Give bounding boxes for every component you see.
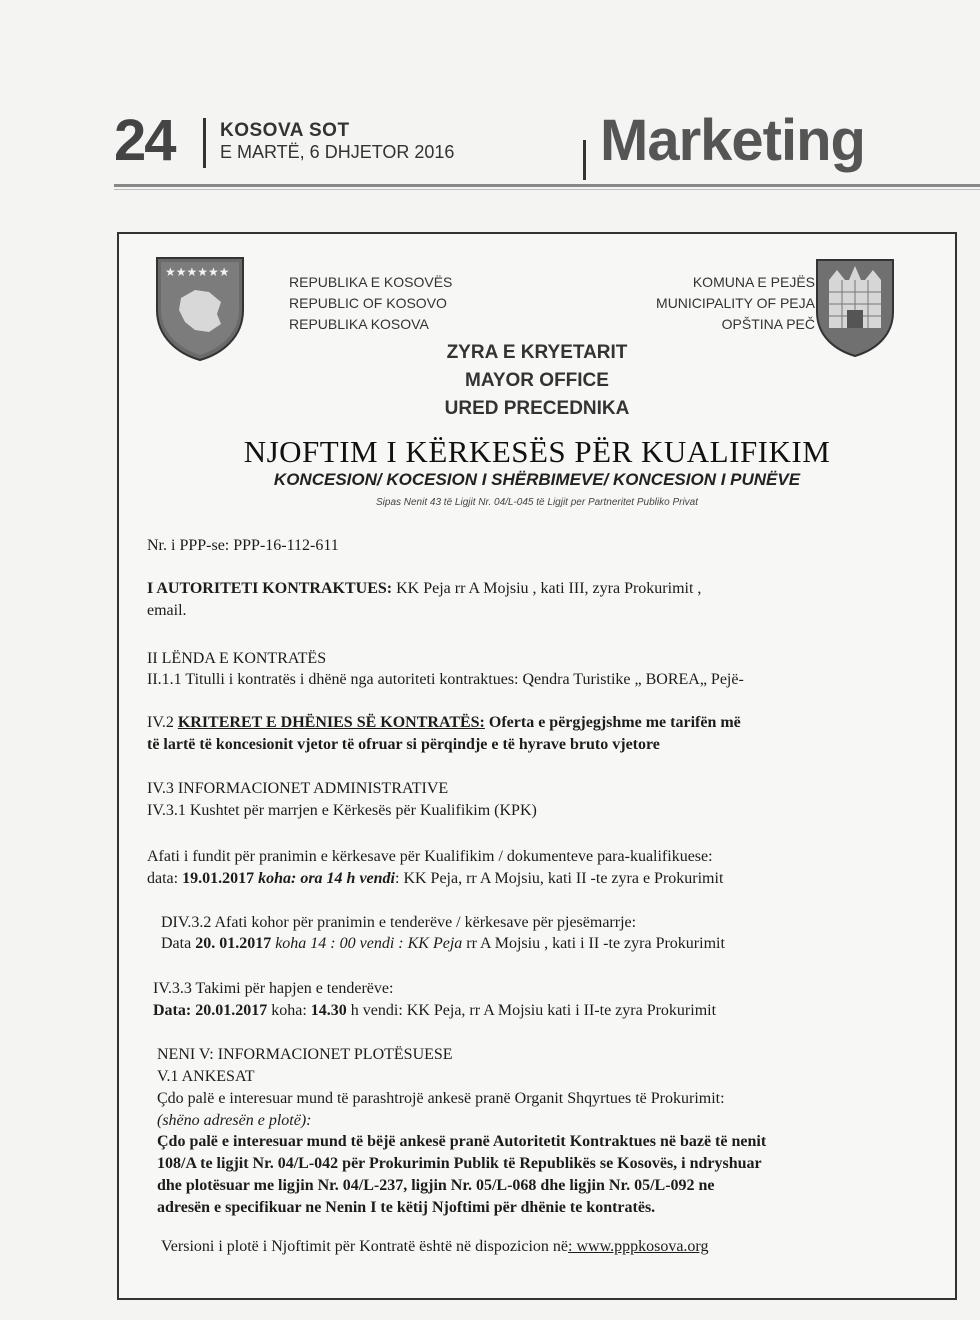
opening-koha-label: koha:: [267, 1002, 311, 1019]
section-label: I AUTORITETI KONTRAKTUES:: [147, 580, 393, 597]
header-separator: [583, 140, 586, 180]
header-separator: [203, 118, 206, 168]
opening-place: h vendi: KK Peja, rr A Mojsiu kati i II-te zyra Prokurimit: [346, 1002, 717, 1019]
page-number: 24: [114, 108, 175, 173]
section-contracting-authority: [147, 580, 701, 598]
municipality-name-en: MUNICIPALITY OF PEJA: [656, 295, 815, 311]
issue-date: E MARTË, 6 DHJETOR 2016: [220, 142, 455, 162]
availability-text: Versioni i plotë i Njoftimit për Kontratë është në dispozicion në: [161, 1238, 569, 1255]
tender-date: 20. 01.2017: [195, 935, 272, 952]
notice-subtitle: KONCESION/ KOCESION I SHËRBIMEVE/ KONCESION I PUNËVE: [273, 470, 801, 489]
opening-meeting: IV.3.3 Takimi për hapjen e tenderëve:: [153, 980, 394, 997]
deadline-date: 19.01.2017: [182, 870, 255, 887]
award-criteria-continued: të lartë të koncesionit vjetor të ofruar si përqindje e të hyrave bruto vjetore: [147, 736, 660, 753]
deadline-place: : KK Peja, rr A Mojsiu, kati II -te zyra e Prokurimit: [395, 870, 724, 887]
deadline-time: koha: ora 14 h vendi: [254, 870, 395, 887]
header-rule: [114, 189, 980, 190]
municipality-name-sr: OPŠTINA PEČ: [721, 316, 815, 332]
complaints-bold-line: dhe plotësuar me ligjin Nr. 04/L-237, ligjin Nr. 05/L-068 dhe ligjin Nr. 05/L-092 ne: [157, 1177, 715, 1194]
pppkosova-link[interactable]: : www.pppkosova.org: [568, 1238, 709, 1255]
office-name-sr: URED PRECEDNIKA: [444, 398, 630, 419]
section-label: KRITERET E DHËNIES SË KONTRATËS:: [177, 714, 485, 731]
section-title: Marketing: [600, 108, 865, 173]
announcement-box: [117, 232, 957, 1300]
opening-time: 14.30: [310, 1002, 347, 1019]
section-text: KK Peja rr A Mojsiu , kati III, zyra Prokurimit ,: [392, 580, 702, 597]
tender-place: rr A Mojsiu , kati i II -te zyra Prokurimit: [462, 935, 725, 952]
deadline-details: [147, 870, 723, 888]
svg-text:★★★★★★: ★★★★★★: [165, 265, 230, 279]
section-heading: NENI V: INFORMACIONET PLOTËSUESE: [157, 1046, 453, 1063]
kpk-conditions: IV.3.1 Kushtet për marrjen e Kërkesës për Kualifikim (KPK): [147, 802, 537, 819]
complaints-bold-line: 108/A te ligjit Nr. 04/L-042 për Prokurimin Publik të Republikës se Kosovës, i ndryshuar: [157, 1155, 762, 1172]
award-criteria: [147, 714, 741, 732]
section-number: IV.2: [147, 714, 178, 731]
tender-deadline: DIV.3.2 Afati kohor për pranimin e tenderëve / kërkesave për pjesëmarrje:: [161, 914, 637, 931]
legal-basis: Sipas Nenit 43 të Ligjit Nr. 04/L-045 të Ligjit per Partneritet Publiko Privat: [375, 497, 699, 508]
opening-date: Data: 20.01.2017: [153, 1002, 268, 1019]
complaints-bold-line: adresën e specifikuar ne Nenin I te këtij Njoftimi për dhënie te kontratës.: [157, 1199, 656, 1216]
notice-title: NJOFTIM I KËRKESËS PËR KUALIFIKIM: [243, 434, 831, 469]
complaints-bold-line: Çdo palë e interesuar mund të bëjë ankesë pranë Autoritetit Kontraktues në bazë të nenit: [157, 1133, 767, 1150]
municipality-names: [656, 272, 815, 335]
opening-meeting-details: [153, 1002, 716, 1020]
data-label: Data: [161, 935, 196, 952]
republic-name-sr: REPUBLIKA KOSOVA: [289, 316, 429, 332]
paper-name: KOSOVA SOT: [220, 120, 350, 141]
header-rule: [114, 184, 980, 187]
full-notice-availability: [161, 1238, 708, 1256]
authority-email: email.: [147, 602, 187, 619]
office-name-al: ZYRA E KRYETARIT: [446, 342, 628, 363]
republic-names: [289, 272, 452, 335]
deadline-label: data:: [147, 870, 183, 887]
section-heading: IV.3 INFORMACIONET ADMINISTRATIVE: [147, 780, 449, 797]
republic-name-al: REPUBLIKA E KOSOVËS: [289, 274, 453, 290]
tender-time: koha 14 : 00 vendi : KK Peja: [271, 935, 463, 952]
section-heading: II LËNDA E KONTRATËS: [147, 650, 327, 667]
municipality-name-al: KOMUNA E PEJËS: [692, 274, 815, 290]
tender-deadline-details: [161, 935, 725, 953]
section-text: Oferta e përgjegjshme me tarifën më: [484, 714, 741, 731]
republic-name-en: REPUBLIC OF KOSOVO: [289, 295, 447, 311]
contract-title: II.1.1 Titulli i kontratës i dhënë nga autoriteti kontraktues: Qendra Turistike „ BOREA„ Pejë-: [147, 671, 744, 688]
office-name-en: MAYOR OFFICE: [465, 370, 609, 391]
deadline-intro: Afati i fundit për pranimin e kërkesave për Kualifikim / dokumenteve para-kualifikuese:: [147, 848, 713, 865]
complaints-heading: V.1 ANKESAT: [157, 1068, 255, 1085]
complaints-text: Çdo palë e interesuar mund të parashtrojë ankesë pranë Organit Shqyrtues të Prokurimit:: [157, 1090, 725, 1107]
ppp-number: Nr. i PPP-se: PPP-16-112-611: [147, 537, 339, 554]
complaints-address-note: (shëno adresën e plotë):: [157, 1112, 312, 1129]
